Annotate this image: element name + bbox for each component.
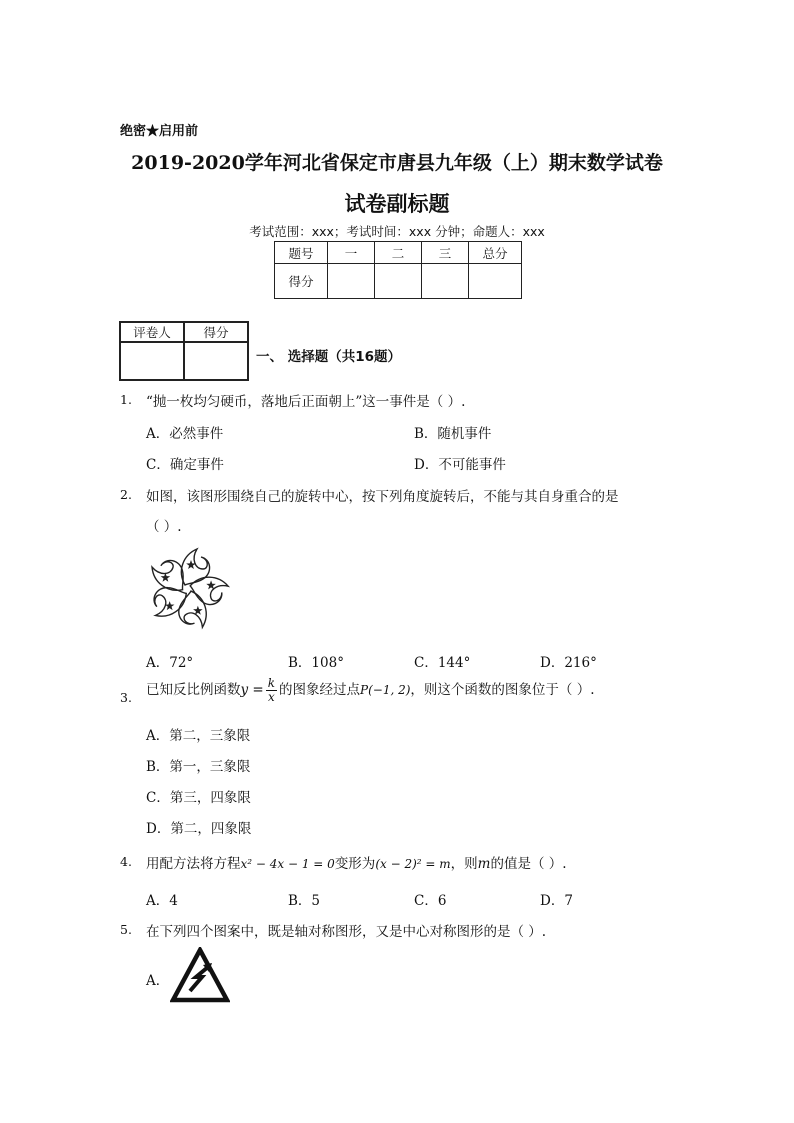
bauhinia-figure: [140, 545, 235, 635]
question-text-part: 变形为: [334, 856, 376, 872]
warning-sign-figure: [170, 947, 230, 1003]
equation-original: x² − 4x − 1 = 0: [240, 857, 335, 871]
point-p: P(−1, 2): [360, 683, 411, 697]
question-number: 4.: [120, 854, 132, 869]
grader-cell: [120, 342, 184, 380]
option-a: A．: [146, 973, 170, 989]
function-y: y =: [240, 682, 264, 698]
score-header-cell: 三: [422, 242, 469, 264]
grader-header-cell: 得分: [184, 322, 248, 342]
score-header-cell: 总分: [469, 242, 522, 264]
score-cell: [422, 264, 469, 299]
question-number: 1.: [120, 392, 132, 407]
option-c: C．6: [414, 893, 447, 909]
question-text: 在下列四个图案中，既是轴对称图形，又是中心对称图形的是（ ）.: [146, 924, 547, 940]
question-text: [146, 852, 567, 872]
option-b: B．5: [288, 893, 321, 909]
question-text: [146, 676, 595, 704]
question-text-part: ，则这个函数的图象位于（ ）.: [410, 682, 595, 698]
variable-m: m: [477, 856, 491, 872]
option-b: B．随机事件: [414, 426, 492, 442]
fraction-numerator: k: [267, 676, 276, 690]
equation-transformed: (x − 2)² = m: [375, 857, 451, 871]
question-text-part: 用配方法将方程: [146, 856, 241, 872]
question-number: 5.: [120, 922, 132, 937]
option-c: C．第三，四象限: [146, 790, 251, 806]
grader-header-cell: 评卷人: [120, 322, 184, 342]
score-table: [274, 241, 522, 299]
fraction-k-over-x: [266, 677, 277, 704]
option-d: D．7: [540, 893, 573, 909]
option-a: A．必然事件: [146, 426, 224, 442]
grader-cell: [184, 342, 248, 380]
section-heading: 一、 选择题（共16题）: [256, 349, 401, 365]
option-d: D．第二，四象限: [146, 821, 252, 837]
confidential-label: 绝密★启用前: [120, 124, 199, 139]
question-text: “抛一枚均匀硬币，落地后正面朝上”这一事件是（ ）.: [146, 394, 466, 410]
option-a: A．4: [146, 893, 178, 909]
score-row-label: 得分: [275, 264, 328, 299]
fraction-denominator: x: [267, 690, 275, 704]
option-a: A．第二，三象限: [146, 728, 251, 744]
exam-info: 考试范围：xxx；考试时间：xxx 分钟；命题人：xxx: [249, 224, 545, 239]
grader-table: [119, 321, 249, 381]
option-b: B．第一，三象限: [146, 759, 251, 775]
question-number: 3.: [120, 690, 132, 705]
option-c: C．144°: [414, 655, 471, 671]
exam-subtitle: 试卷副标题: [344, 192, 450, 216]
option-d: D．216°: [540, 655, 597, 671]
question-text-part: 的图象经过点: [279, 682, 361, 698]
option-b: B．108°: [288, 655, 344, 671]
score-cell: [328, 264, 375, 299]
option-c: C．确定事件: [146, 457, 224, 473]
score-header-cell: 二: [375, 242, 422, 264]
question-text: 如图，该图形围绕自己的旋转中心，按下列角度旋转后，不能与其自身重合的是: [146, 489, 619, 505]
score-cell: [375, 264, 422, 299]
exam-title: 2019-2020学年河北省保定市唐县九年级（上）期末数学试卷: [131, 152, 663, 174]
option-d: D．不可能事件: [414, 457, 506, 473]
option-a: A．72°: [146, 655, 194, 671]
score-header-cell: 题号: [275, 242, 328, 264]
question-text-part: 的值是（ ）.: [490, 856, 567, 872]
question-text-part: 已知反比例函数: [146, 682, 241, 698]
score-header-cell: 一: [328, 242, 375, 264]
question-text-cont: （ ）.: [146, 519, 182, 535]
score-cell: [469, 264, 522, 299]
question-text-part: ，则: [450, 856, 478, 872]
question-number: 2.: [120, 487, 132, 502]
